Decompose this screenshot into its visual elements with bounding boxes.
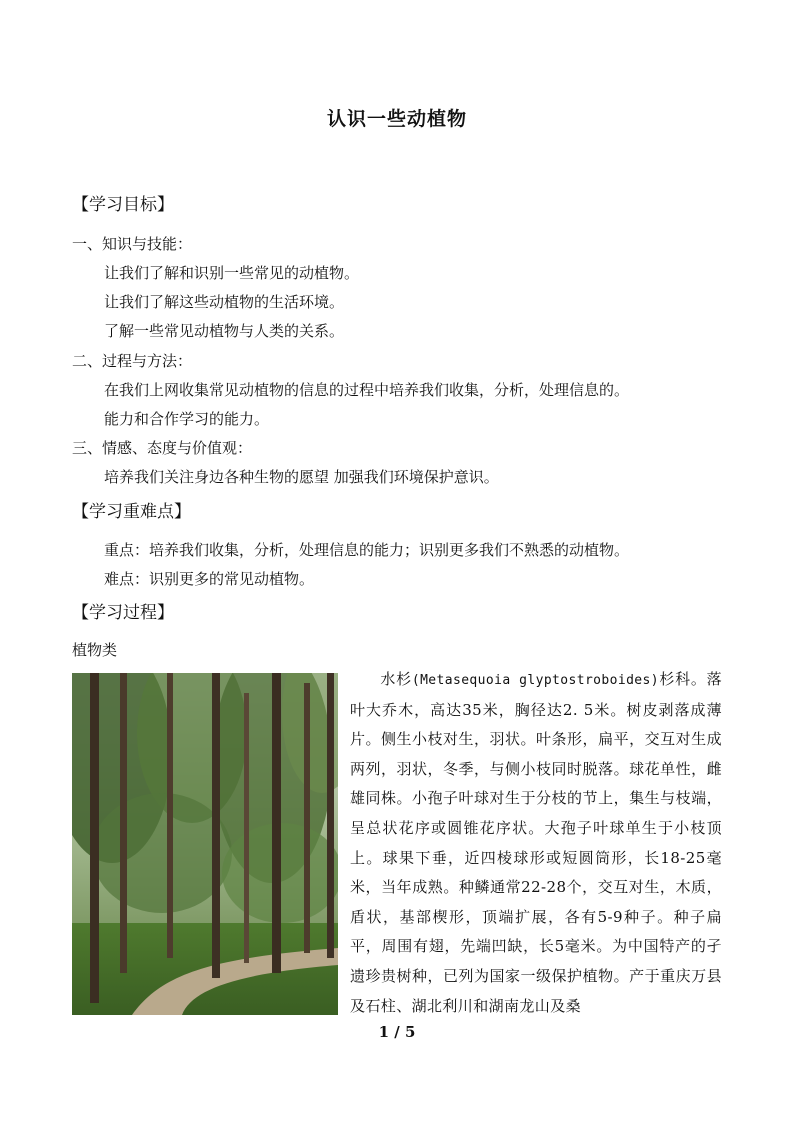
page-title: 认识一些动植物 — [326, 108, 467, 130]
key-point-item: 难点：识别更多的常见动植物。 — [104, 570, 315, 588]
process-heading: 【学习过程】 — [72, 603, 174, 623]
goal-item: 能力和合作学习的能力。 — [104, 410, 270, 428]
key-points-heading: 【学习重难点】 — [72, 502, 191, 522]
goal-subheading-1: 一、知识与技能： — [72, 235, 193, 253]
goal-item: 培养我们关注身边各种生物的愿望 加强我们环境保护意识。 — [104, 468, 499, 486]
metasequoia-photo — [72, 673, 338, 1015]
goal-item: 让我们了解和识别一些常见的动植物。 — [104, 264, 360, 282]
category-label: 植物类 — [72, 641, 118, 659]
key-point-item: 重点：培养我们收集，分析，处理信息的能力；识别更多我们不熟悉的动植物。 — [104, 541, 630, 559]
page-number: 1 / 5 — [378, 1023, 416, 1041]
goals-heading: 【学习目标】 — [72, 195, 174, 215]
goal-subheading-2: 二、过程与方法： — [72, 352, 193, 370]
goal-item: 在我们上网收集常见动植物的信息的过程中培养我们收集，分析，处理信息的。 — [104, 381, 630, 399]
plant-latin-name: (Metasequoia glyptostroboides) — [411, 673, 659, 688]
goal-subheading-3: 三、情感、态度与价值观： — [72, 439, 253, 457]
plant-name: 水杉 — [380, 670, 412, 688]
goal-item: 了解一些常见动植物与人类的关系。 — [104, 322, 345, 340]
goal-item: 让我们了解这些动植物的生活环境。 — [104, 293, 345, 311]
plant-description — [350, 665, 722, 1021]
plant-body: 杉科。落叶大乔木，高达35米，胸径达2. 5米。树皮剥落成薄片。侧生小枝对生，羽状。叶条形，扁平，交互对生成两列，羽状，冬季，与侧小枝同时脱落。球花单性，雌雄同株。小孢子叶球对生于分枝的节上，集生与枝端，呈总状花序或圆锥花序状。大孢子叶球单生于小枝顶上。球果下垂，近四棱球形或短圆筒形，长18-25毫米，当年成熟。种鳞通常22-28个，交互对生，木质，盾状，基部楔形，顶端扩展，各有5-9种子。种子扁平，周围有翅，先端凹缺，长5毫米。为中国特产的孑遗珍贵树种，已列为国家一级保护植物。产于重庆万县及石柱、湖北利川和湖南龙山及桑 — [350, 670, 722, 1015]
